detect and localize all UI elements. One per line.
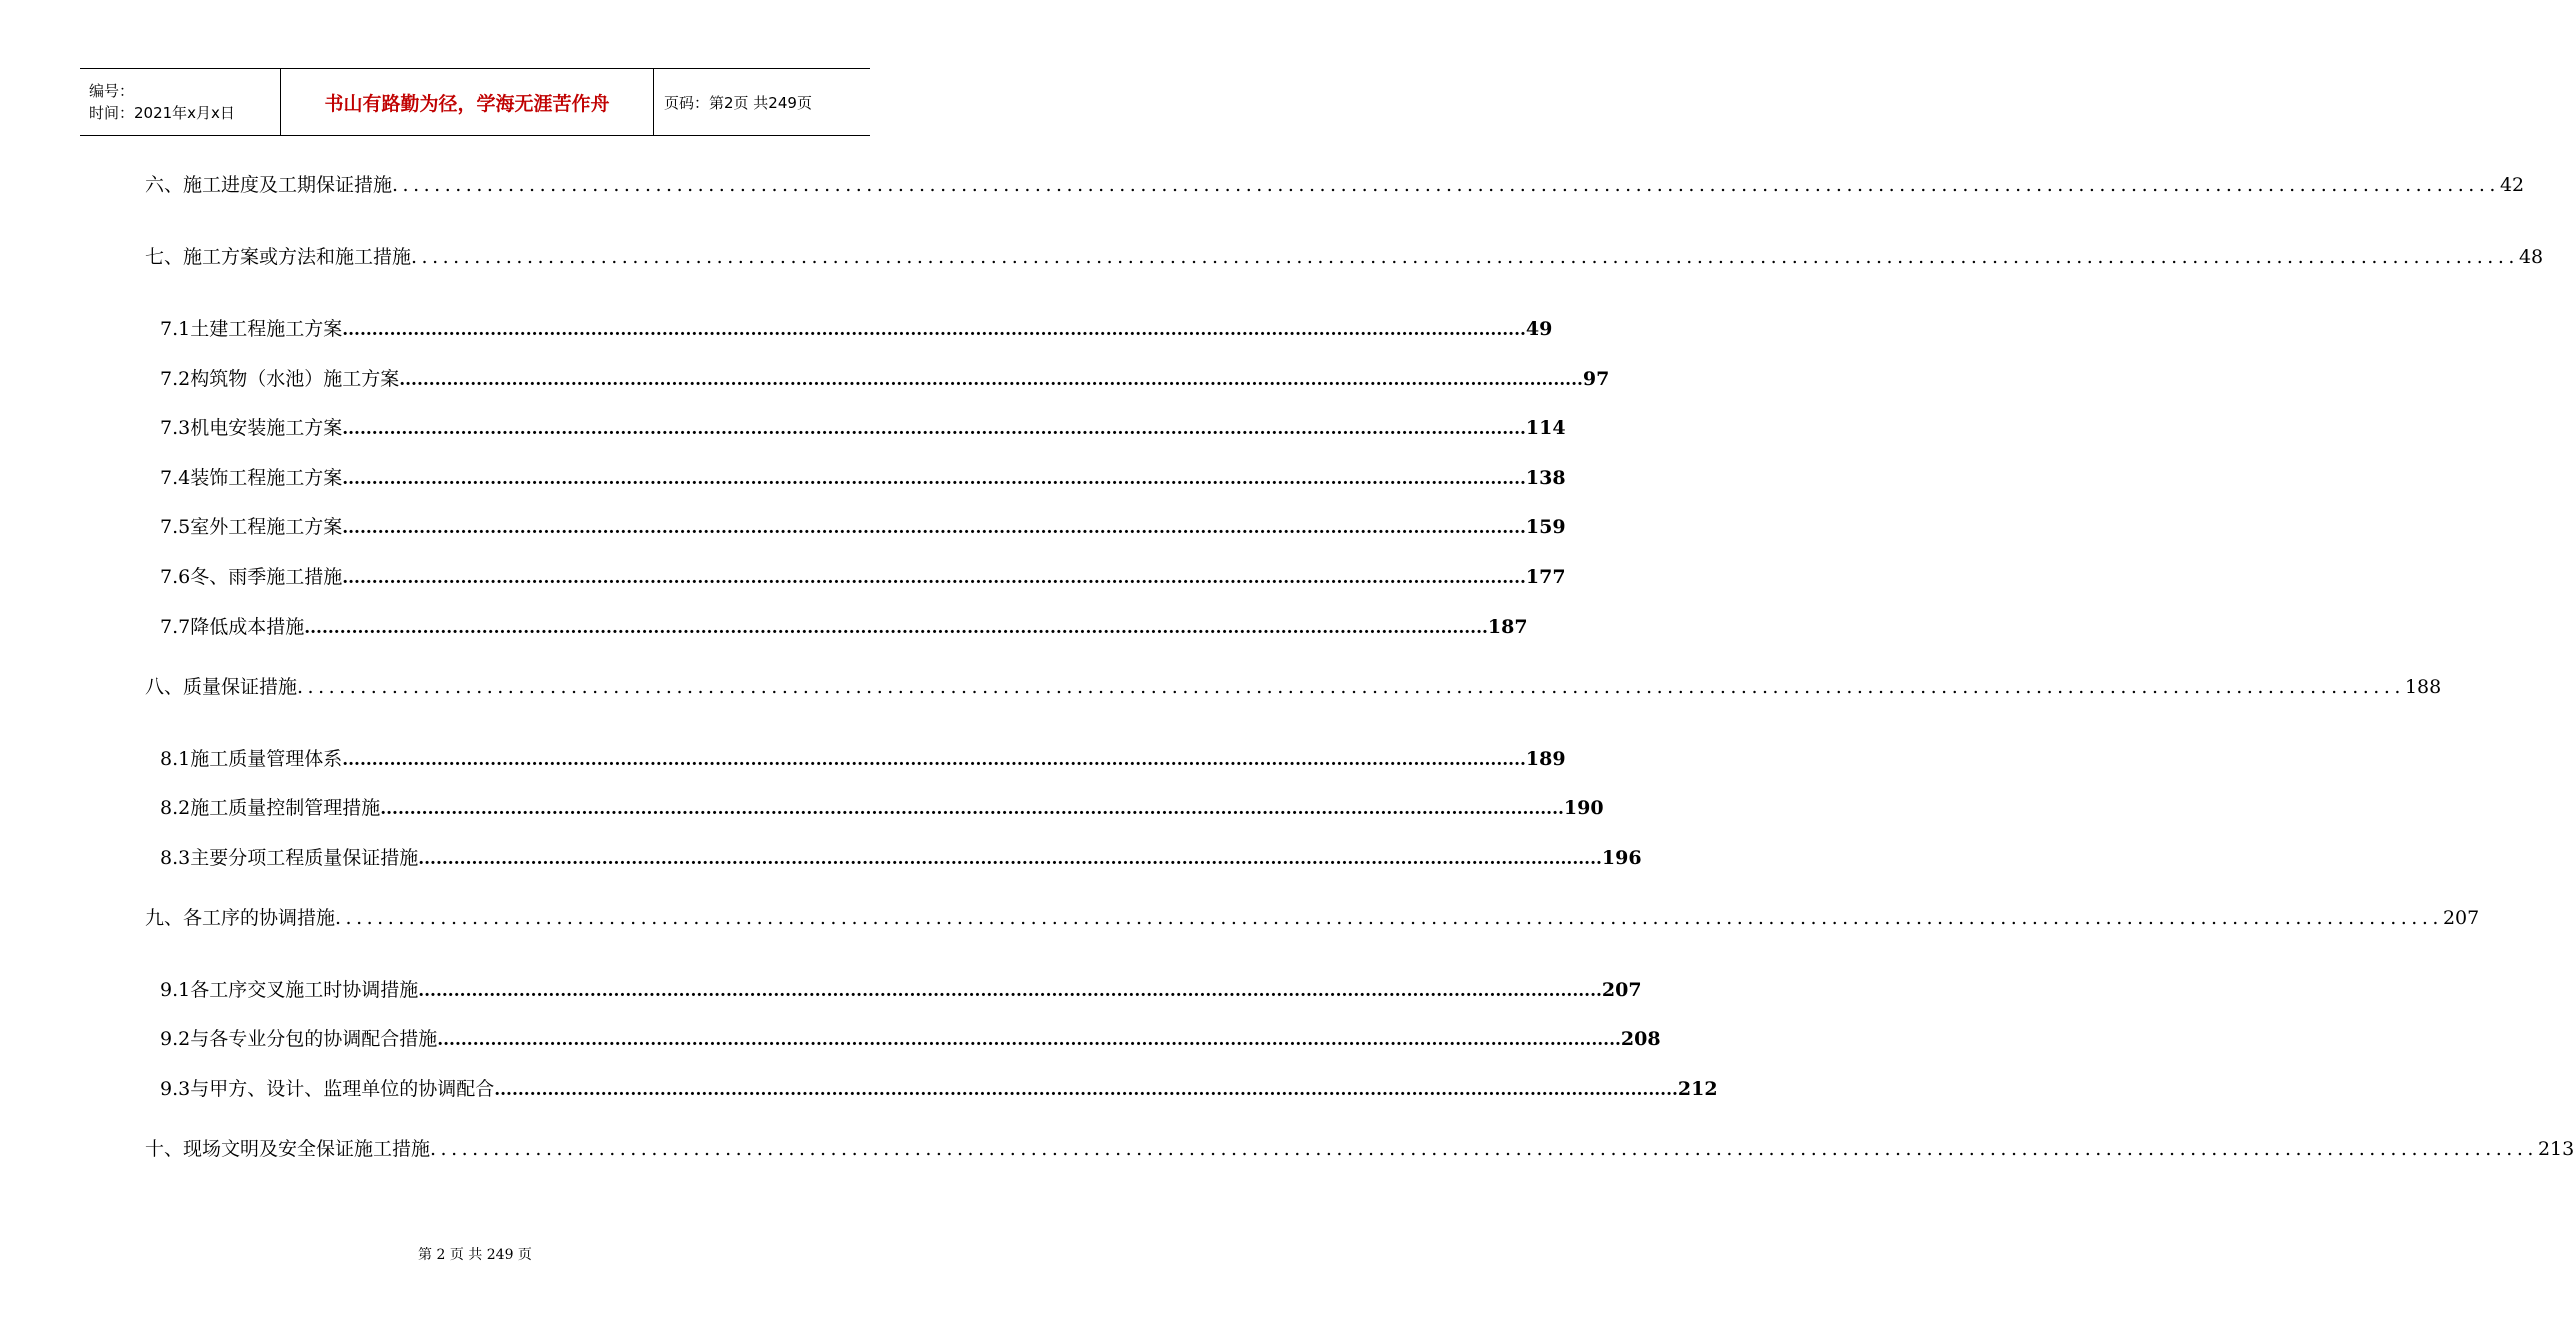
toc-entry-label: 8.2施工质量控制管理措施 (160, 797, 381, 819)
toc-leader-dots: ........................................................................................................................................................................................................ (342, 320, 1526, 340)
toc-entry[interactable] (160, 843, 1642, 873)
toc-entry[interactable] (160, 562, 1566, 592)
toc-leader-dots: ........................................................................................................................................................................................................ (380, 799, 1564, 819)
toc-entry-page: 188 (2404, 676, 2442, 698)
toc-entry[interactable] (145, 242, 2544, 272)
toc-entry-page: 207 (2442, 907, 2480, 929)
toc-entry-page: 159 (1525, 516, 1566, 538)
toc-leader-dots: ........................................................................................................................................................................................................ (392, 174, 2500, 196)
toc-leader-dots: ........................................................................................................................................................................................................ (335, 907, 2443, 929)
toc-entry[interactable] (160, 364, 1610, 394)
toc-entry[interactable] (160, 463, 1566, 493)
toc-entry-page: 49 (1525, 318, 1553, 340)
time-label: 时间：2021年x月x日 (89, 104, 235, 122)
toc-entry-page: 138 (1525, 467, 1566, 489)
toc-entry-page: 114 (1525, 417, 1566, 439)
header-page-info: 页码：第2页 共249页 (664, 93, 812, 112)
toc-entry[interactable] (145, 903, 2480, 933)
toc-entry-label: 9.2与各专业分包的协调配合措施 (160, 1028, 438, 1050)
header-motto: 书山有路勤为径，学海无涯苦作舟 (281, 69, 654, 135)
toc-entry-label: 7.6冬、雨季施工措施 (160, 566, 343, 588)
toc-leader-dots: ........................................................................................................................................................................................................ (418, 981, 1602, 1001)
toc-entry-label: 7.5室外工程施工方案 (160, 516, 343, 538)
toc-entry-label: 十、现场文明及安全保证施工措施 (145, 1138, 431, 1160)
toc-entry[interactable] (160, 1074, 1718, 1104)
toc-entry[interactable] (145, 1134, 2574, 1164)
toc-entry[interactable] (160, 744, 1566, 774)
toc-entry-label: 7.7降低成本措施 (160, 616, 305, 638)
page-footer: 第 2 页 共 249 页 (418, 1247, 532, 1263)
page-header (80, 68, 870, 136)
toc-leader-dots: ........................................................................................................................................................................................................ (411, 246, 2519, 268)
toc-entry-label: 8.1施工质量管理体系 (160, 748, 343, 770)
toc-entry[interactable] (160, 612, 1528, 642)
toc-leader-dots: ........................................................................................................................................................................................................ (430, 1138, 2538, 1160)
toc-leader-dots: ........................................................................................................................................................................................................ (342, 568, 1526, 588)
toc-leader-dots: ........................................................................................................................................................................................................ (342, 469, 1526, 489)
toc-leader-dots: ........................................................................................................................................................................................................ (399, 370, 1583, 390)
toc-entry-page: 42 (2499, 174, 2525, 196)
toc-leader-dots: ........................................................................................................................................................................................................ (437, 1030, 1621, 1050)
toc-entry[interactable] (145, 672, 2442, 702)
toc-entry[interactable] (160, 1024, 1661, 1054)
toc-leader-dots: ........................................................................................................................................................................................................ (297, 676, 2405, 698)
toc-entry-page: 212 (1677, 1078, 1718, 1100)
toc-entry-label: 八、质量保证措施 (145, 676, 298, 698)
toc-entry-page: 190 (1563, 797, 1604, 819)
toc-entry-page: 208 (1620, 1028, 1661, 1050)
toc-entry-page: 177 (1525, 566, 1566, 588)
toc-entry-page: 189 (1525, 748, 1566, 770)
toc-entry[interactable] (160, 793, 1604, 823)
toc-leader-dots: ........................................................................................................................................................................................................ (304, 618, 1488, 638)
toc-leader-dots: ........................................................................................................................................................................................................ (342, 419, 1526, 439)
toc-entry[interactable] (160, 512, 1566, 542)
toc-entry-label: 9.1各工序交叉施工时协调措施 (160, 979, 419, 1001)
toc-entry-label: 9.3与甲方、设计、监理单位的协调配合 (160, 1078, 495, 1100)
toc-entry-label: 九、各工序的协调措施 (145, 907, 336, 929)
toc-entry[interactable] (160, 975, 1642, 1005)
toc-entry-label: 7.3机电安装施工方案 (160, 417, 343, 439)
number-label: 编号： (89, 82, 135, 100)
toc-entry-page: 213 (2537, 1138, 2574, 1160)
toc-entry[interactable] (160, 314, 1553, 344)
toc-entry-label: 8.3主要分项工程质量保证措施 (160, 847, 419, 869)
toc-entry-page: 207 (1601, 979, 1642, 1001)
toc-entry[interactable] (145, 170, 2525, 200)
toc-entry-label: 7.4装饰工程施工方案 (160, 467, 343, 489)
toc-entry-label: 7.1土建工程施工方案 (160, 318, 343, 340)
toc-entry-page: 196 (1601, 847, 1642, 869)
toc-entry-page: 97 (1582, 368, 1610, 390)
toc-entry-label: 七、施工方案或方法和施工措施 (145, 246, 412, 268)
toc-entry[interactable] (160, 413, 1566, 443)
toc-leader-dots: ........................................................................................................................................................................................................ (342, 518, 1526, 538)
header-meta (80, 69, 281, 135)
toc-entry-page: 187 (1487, 616, 1528, 638)
toc-leader-dots: ........................................................................................................................................................................................................ (418, 849, 1602, 869)
toc-entry-label: 六、施工进度及工期保证措施 (145, 174, 393, 196)
toc-leader-dots: ........................................................................................................................................................................................................ (342, 750, 1526, 770)
toc-entry-page: 48 (2518, 246, 2544, 268)
toc-leader-dots: ........................................................................................................................................................................................................ (494, 1080, 1678, 1100)
toc-entry-label: 7.2构筑物（水池）施工方案 (160, 368, 400, 390)
